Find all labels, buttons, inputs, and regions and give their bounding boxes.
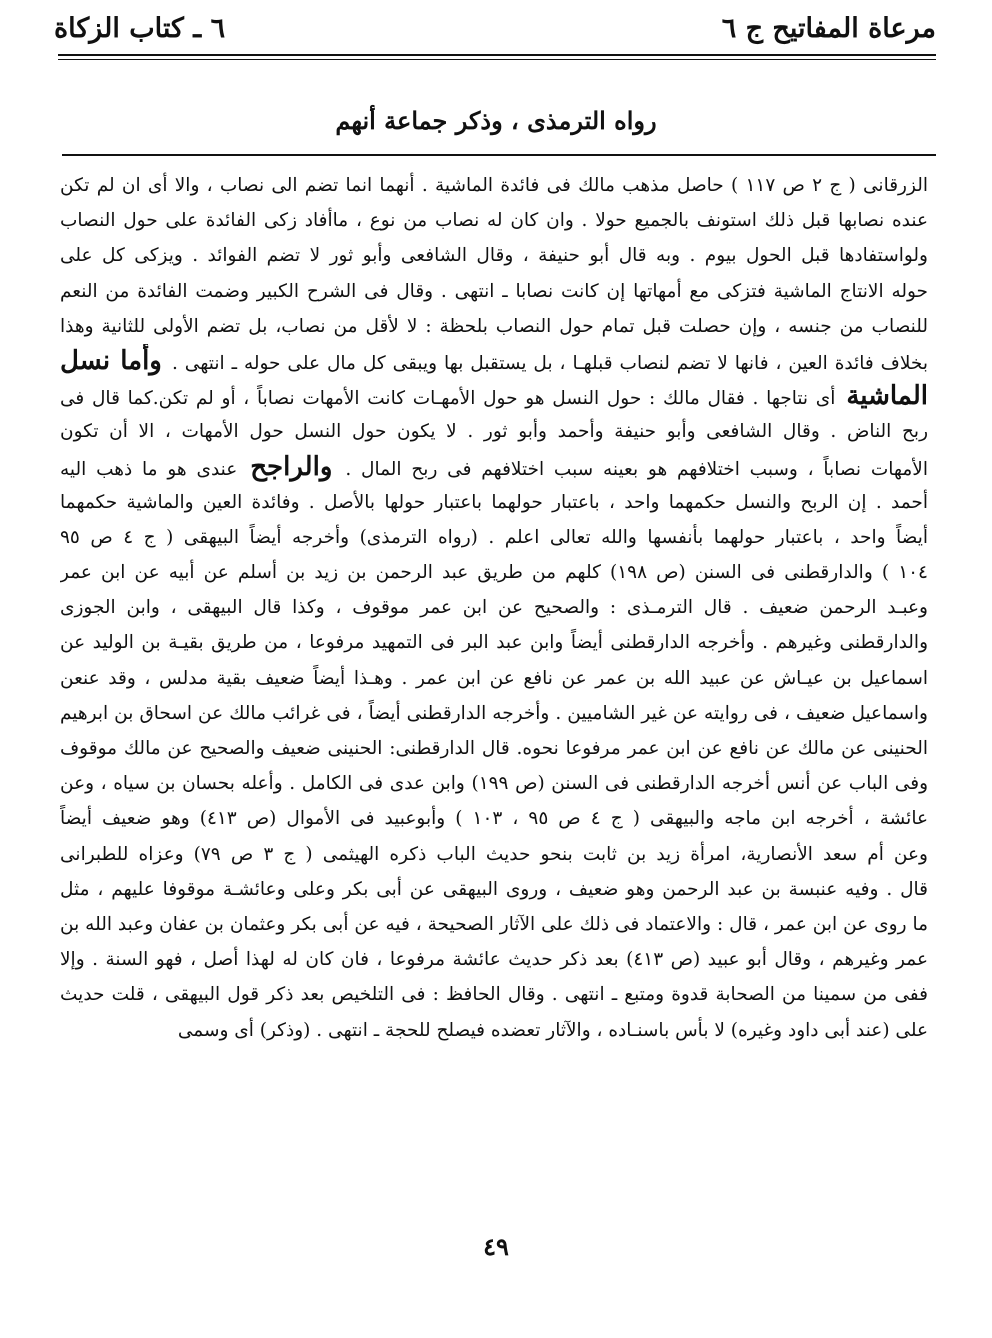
text-line (60, 625, 928, 660)
chapter-title: ٦ ـ كتاب الزكاة (54, 12, 226, 44)
text-line (60, 731, 928, 766)
header-rule (58, 54, 936, 60)
text-run: حوله الانتاج الماشية فتزكی مع أمهاتها إن كانت نصابا ـ انتهی . وقال فی الشرح الكبير وضمت الفائدة من النعم (60, 280, 928, 302)
text-run: وعن أم سعد الأنصارية، امرأة زيد بن ثابت بنحو حديث الباب ذكره الهيثمی ( ج ٣ ص ٧٩) وعزاه للطبرانی (60, 843, 928, 865)
text-run: الزرقانی ( ج ٢ ص ١١٧ ) حاصل مذهب مالك فی فائدة الماشية . أنهما انما تضم الی نصاب ، والا أی ان لم تكن (60, 175, 928, 196)
text-run: ما روی عن ابن عمر ، قال : والاعتماد فی ذلك علی الآثار الصحيحة ، فيه عن أبی بكر وعثمان بن عفان وعبد الله بن (60, 913, 928, 935)
text-line (60, 309, 928, 344)
text-run: أی نتاجها . فقال مالك : حول النسل هو حول الأمهـات كانت الأمهات نصاباً ، أو لم تكن.كما قال فی (60, 388, 836, 410)
text-line (60, 977, 928, 1012)
emphasized-term: والراجح (237, 451, 346, 482)
text-line (60, 274, 928, 309)
text-line (60, 661, 928, 696)
text-run: عندی هو ما ذهب اليه (60, 458, 238, 480)
text-run: ربح الناض . وقال الشافعی وأبو حنيفة وأحمد وأبو ثور . لا يكون حول النسل حول الأمهات ، الا أن تكون (60, 421, 928, 443)
heading-rule (62, 154, 936, 156)
text-run: عمر وغيرهم ، وقال أبو عبيد (ص ٤١٣) بعد ذكر حديث عائشة مرفوعا ، فان كان له لهذا أصل ، فهو السنة . وإلا (60, 949, 928, 971)
text-run: ١٠٤ ) والدارقطنی فی السنن (ص ١٩٨) كلهم من طريق عبد الرحمن بن زيد بن أسلم عن أبيه عن ابن عمر (60, 562, 928, 584)
text-line (60, 520, 928, 555)
text-line (60, 942, 928, 977)
running-header (54, 6, 936, 50)
emphasized-term: وأما نسل (60, 345, 172, 376)
text-run: ففی من سمينا من الصحابة قدوة ومتبع ـ انتهی . وقال الحافظ : فی التلخيص بعد ذكر قول البيهقی ، قلت حديث (60, 984, 928, 1006)
text-run: الحنينی عن مالك عن نافع عن ابن عمر مرفوعا نحوه. قال الدارقطنی: الحنينی ضعيف والصحيح عن مالك موقوف (60, 738, 928, 759)
body-text (60, 168, 928, 1218)
emphasized-term: الماشية (835, 381, 928, 412)
text-run: أيضاً واحد ، باعتبار حولهما بأنفسها والله تعالی اعلم . (رواه الترمذی) وأخرجه أيضاً البيهقی ( ج ٤ ص ٩٥ (60, 526, 928, 548)
text-run: أحمد . إن الربح والنسل حكمهما واحد ، باعتبار حولهما باعتبار حولها بالأصل . وفائدة العين والماشية حكمهما (60, 491, 928, 513)
section-heading: رواه الترمذی ، وذكر جماعة أنهم (335, 106, 657, 135)
text-run: والدارقطنی وغيرهم . وأخرجه الدارقطنی أيضاً وابن عبد البر فی التمهيد مرفوعا ، من طريق بقيـة بن الوليد عن (60, 632, 928, 654)
text-line (60, 801, 928, 836)
text-run: اسماعيل بن عيـاش عن عبيد الله بن عمر عن نافع عن ابن عمر . وهـذا أيضاً ضعيف بقية مدلس ، وقد عنعن (60, 667, 928, 689)
text-line (60, 168, 928, 203)
text-run: عائشة ، أخرجه ابن ماجه والبيهقی ( ج ٤ ص ٩٥ ، ١٠٣ ) وأبوعبيد فی الأموال (ص ٤١٣) وهو ضعيف أيضاً (60, 808, 928, 830)
text-line (60, 379, 928, 414)
text-line (60, 485, 928, 520)
text-line (60, 203, 928, 238)
text-line (60, 590, 928, 625)
text-line (60, 907, 928, 942)
text-run: وفی الباب عن أنس أخرجه الدارقطنی فی السنن (ص ١٩٩) وابن عدی فی الكامل . وأعله بحسان بن سياه ، وعن (60, 773, 928, 795)
text-run: عنده نصابها قبل ذلك استونف بالجميع حولا . وان كان له نصاب من نوع ، ماأفاد زكی الفائدة علی حول النصاب (60, 210, 928, 232)
text-run: ولواستفادها قبل الحول بيوم . وبه قال أبو حنيفة ، وقال الشافعی وأبو ثور لا تضم الفوائد . ويزكی كل علی (60, 245, 928, 267)
book-title: مرعاة المفاتيح ج ٦ (721, 12, 936, 44)
text-run: للنصاب من جنسه ، وإن حصلت قبل تمام حول النصاب بلحظة : لا لأقل من نصاب، بل تضم الأولی للثانية وهذا (60, 315, 928, 337)
page-number: ٤٩ (483, 1232, 509, 1261)
text-line (60, 414, 928, 449)
text-line (60, 555, 928, 590)
text-line (60, 344, 928, 379)
text-run: واسماعيل ضعيف ، فی روايته عن غير الشاميين . وأخرجه الدارقطنی أيضاً ، فی غرائب مالك عن اسحاق بن ابرهيم (60, 702, 928, 724)
text-line (60, 238, 928, 273)
text-run: قال . وفيه عنبسة بن عبد الرحمن وهو ضعيف ، وروی البيهقی عن أبی بكر وعلی وعائشـة موقوفا عليهم ، مثل (60, 878, 928, 900)
text-line (60, 696, 928, 731)
text-line (60, 872, 928, 907)
text-run: بخلاف فائدة العين ، فانها لا تضم لنصاب قبلهـا ، بل يستقبل بها ويبقی كل مال علی حوله ـ انتهی . (171, 352, 928, 374)
text-line (60, 837, 928, 872)
text-run: وعبـد الرحمن ضعيف . قال الترمـذی : والصحيح عن ابن عمر موقوف ، وكذا قال البيهقی ، وابن الجوزی (60, 597, 928, 619)
text-run: الأمهات نصاباً ، وسبب اختلافهم هو بعينه سبب اختلافهم فی ربح المال . (345, 458, 928, 480)
text-line (60, 450, 928, 485)
text-line (60, 1013, 928, 1048)
text-run: علی (عند أبی داود وغيره) لا بأس باسنـاده ، والآثار تعضده فيصلح للحجة ـ انتهی . (وذكر) أی وسمی (177, 1019, 928, 1041)
text-line (60, 766, 928, 801)
